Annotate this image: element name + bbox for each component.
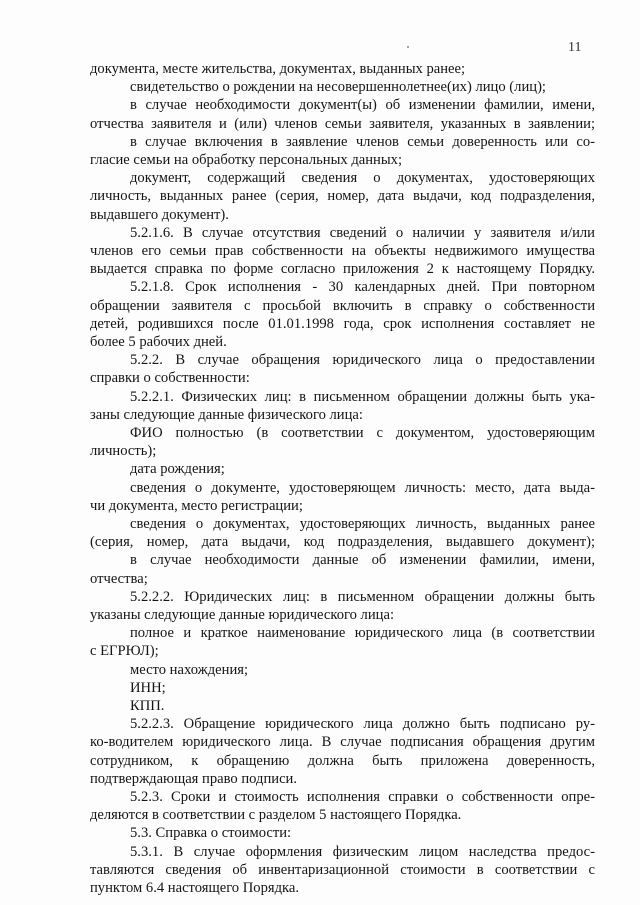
text-line: пунктом 6.4 настоящего Порядка. (90, 880, 300, 896)
text-line: документ, содержащий сведения о документах, удостоверяющих (130, 170, 595, 187)
text-line: сотрудником, к обращению должна быть приложена доверенность, (90, 752, 595, 769)
text-line: полное и краткое наименование юридического лица (в соответствии (130, 625, 595, 642)
text-line: свидетельство о рождении на несовершеннолетнее(их) лицо (лиц); (130, 79, 546, 96)
text-line: заны следующие данные физического лица: (90, 406, 363, 423)
text-line: отчества; (90, 570, 148, 587)
text-line: гласие семьи на обработку персональных данных; (90, 152, 403, 168)
text-line: (серия, номер, дата выдачи, код подразделения, выдавшего документ); (90, 534, 595, 551)
text-line: КПП. (130, 698, 165, 714)
text-line: личность); (90, 443, 157, 460)
text-line: 5.2.2.3. Обращение юридического лица должно быть подписано ру- (130, 716, 595, 733)
text-line: подтверждающая право подписи. (90, 770, 298, 787)
text-line: сведения о документе, удостоверяющем личность: место, дата выда- (130, 479, 595, 496)
text-line: 5.2.1.6. В случае отсутствия сведений о наличии у заявителя и/или (130, 224, 595, 241)
page-number: 11 (568, 40, 582, 55)
scan-speck (407, 46, 409, 48)
text-line: обращении заявителя с просьбой включить в справку о собственности (90, 297, 595, 314)
text-line: личность, выданных ранее (серия, номер, дата выдачи, код подразделения, (90, 188, 595, 205)
text-line: в случае включения в заявление членов семьи доверенность или со- (130, 133, 595, 150)
text-line: выдавшего документ). (90, 206, 229, 223)
text-line: 5.2.1.8. Срок исполнения - 30 календарных дней. При повторном (130, 279, 595, 296)
text-line: детей, родившихся после 01.01.1998 года, срок исполнения составляет не (90, 315, 595, 332)
text-line: в случае необходимости документ(ы) об изменении фамилии, имени, (130, 97, 595, 114)
text-line: тавляются сведения об инвентаризационной стоимости в соответствии с (90, 861, 595, 878)
text-line: указаны следующие данные юридического лица: (90, 607, 394, 623)
text-line: сведения о документах, удостоверяющих личность, выданных ранее (130, 516, 595, 532)
text-line: 5.2.3. Сроки и стоимость исполнения справки о собственности опре- (130, 789, 595, 805)
text-line: деляются в соответствии с разделом 5 настоящего Порядка. (90, 807, 462, 824)
text-line: ФИО полностью (в соответствии с документом, удостоверяющим (130, 425, 595, 441)
text-line: ИНН; (130, 679, 166, 696)
text-line: 5.2.2. В случае обращения юридического лица о предоставлении (130, 352, 595, 369)
text-line: чи документа, место регистрации; (90, 497, 303, 514)
text-line: 5.3.1. В случае оформления физическим лицом наследства предос- (130, 843, 595, 860)
text-line: документа, месте жительства, документах, выданных ранее; (90, 61, 466, 77)
text-line: ко-водителем юридического лица. В случае подписания обращения другим (90, 734, 595, 751)
text-line: в случае необходимости данные об изменении фамилии, имени, (130, 552, 595, 569)
text-line: 5.2.2.2. Юридических лиц: в письменном обращении должны быть (130, 588, 595, 605)
text-line: выдается справка по форме согласно приложения 2 к настоящему Порядку. (90, 261, 595, 278)
text-line: справки о собственности: (90, 370, 250, 387)
text-line: членов его семьи прав собственности на объекты недвижимого имущества (90, 243, 595, 259)
text-line: более 5 рабочих дней. (90, 334, 227, 350)
text-line: дата рождения; (130, 461, 225, 478)
text-line: отчества заявителя и (или) членов семьи заявителя, указанных в заявлении; (90, 115, 595, 132)
text-line: 5.3. Справка о стоимости: (130, 825, 292, 842)
text-line: 5.2.2.1. Физических лиц: в письменном обращении должны быть ука- (130, 388, 595, 405)
text-line: место нахождения; (130, 661, 249, 678)
text-line: с ЕГРЮЛ); (90, 643, 159, 660)
